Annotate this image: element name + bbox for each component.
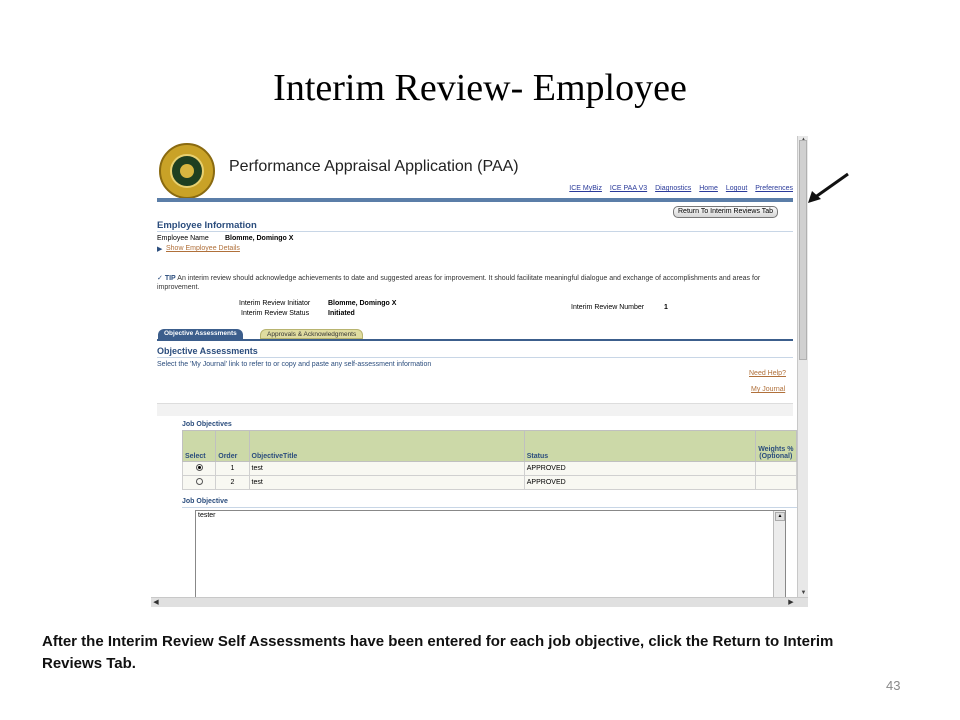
- link-ice-paa-v3[interactable]: ICE PAA V3: [609, 185, 648, 192]
- tab-objective-assessments[interactable]: Objective Assessments: [158, 329, 243, 339]
- col-weights: Weights % (Optional): [755, 431, 796, 462]
- job-objectives-table: [182, 430, 797, 490]
- table-row: [183, 462, 797, 476]
- select-radio[interactable]: [196, 464, 203, 471]
- job-objective-textarea[interactable]: [195, 510, 786, 600]
- employee-name-value: Blomme, Domingo X: [225, 235, 294, 242]
- spacer-band: [157, 403, 793, 416]
- row-order: 2: [216, 476, 249, 490]
- header-divider: [157, 198, 793, 202]
- app-screenshot: [151, 132, 808, 607]
- scroll-up-icon[interactable]: ▲: [775, 512, 785, 521]
- tip-label: TIP: [164, 275, 176, 282]
- pointer-arrow-icon: [806, 170, 852, 206]
- return-to-interim-reviews-button[interactable]: Return To Interim Reviews Tab: [673, 206, 778, 218]
- horizontal-scrollbar[interactable]: [151, 597, 808, 607]
- link-preferences[interactable]: Preferences: [755, 185, 793, 192]
- show-employee-details-link[interactable]: Show Employee Details: [166, 245, 240, 252]
- col-order: Order: [216, 431, 249, 462]
- checkmark-icon: ✓: [157, 275, 163, 282]
- review-number-value: 1: [664, 304, 668, 311]
- job-objectives-heading: Job Objectives: [182, 421, 232, 428]
- section-divider: [157, 357, 793, 358]
- national-guard-logo: [159, 143, 215, 199]
- global-links: [563, 185, 793, 192]
- need-help-link[interactable]: Need Help?: [749, 370, 786, 377]
- section-divider: [182, 507, 797, 508]
- col-select: Select: [183, 431, 216, 462]
- scroll-left-icon[interactable]: ◀: [153, 599, 159, 606]
- review-status-value: Initiated: [328, 310, 355, 317]
- page-number: 43: [886, 678, 901, 693]
- tab-approvals-acknowledgments[interactable]: Approvals & Acknowledgments: [260, 329, 363, 339]
- row-status: APPROVED: [524, 462, 755, 476]
- expand-triangle-icon[interactable]: ▶: [157, 246, 163, 253]
- logo-eagle-icon: [170, 154, 204, 188]
- row-title: test: [249, 476, 524, 490]
- employee-name-label: Employee Name: [157, 235, 209, 242]
- slide-title: Interim Review- Employee: [273, 67, 687, 109]
- link-ice-mybiz[interactable]: ICE MyBiz: [569, 185, 602, 192]
- job-objective-heading: Job Objective: [182, 498, 228, 505]
- initiator-value: Blomme, Domingo X: [328, 300, 397, 307]
- app-title: Performance Appraisal Application (PAA): [229, 158, 519, 175]
- scroll-down-icon[interactable]: ▼: [800, 590, 807, 596]
- section-divider: [157, 231, 793, 232]
- row-select-cell: [183, 462, 216, 476]
- select-radio[interactable]: [196, 478, 203, 485]
- my-journal-link[interactable]: My Journal: [751, 386, 786, 393]
- tab-underline: [157, 339, 793, 341]
- objective-assessments-heading: Objective Assessments: [157, 346, 258, 356]
- review-status-label: Interim Review Status: [241, 310, 310, 317]
- row-select-cell: [183, 476, 216, 490]
- row-weight: [755, 476, 796, 490]
- row-order: 1: [216, 462, 249, 476]
- review-number-label: Interim Review Number: [571, 304, 645, 311]
- tip-text: An interim review should acknowledge achievements to date and suggested areas for improvement. It should facilitate meaningful dialogue and exchange of accomplishments and areas for improvement.: [157, 275, 761, 291]
- row-status: APPROVED: [524, 476, 755, 490]
- scroll-right-icon[interactable]: ▶: [788, 599, 794, 606]
- slide-caption: After the Interim Review Self Assessments have been entered for each job objective, click the Return to Interim Reviews Tab.: [42, 633, 834, 672]
- employee-info-heading: Employee Information: [157, 220, 257, 231]
- link-diagnostics[interactable]: Diagnostics: [655, 185, 692, 192]
- journal-instruction: Select the 'My Journal' link to refer to or copy and paste any self-assessment information: [157, 361, 432, 368]
- initiator-label: Interim Review Initiator: [239, 300, 311, 307]
- col-objective-title: ObjectiveTitle: [249, 431, 524, 462]
- job-objective-text: tester: [198, 512, 216, 519]
- link-logout[interactable]: Logout: [725, 185, 748, 192]
- table-row: [183, 476, 797, 490]
- tip-box: [157, 274, 777, 292]
- col-status: Status: [524, 431, 755, 462]
- row-weight: [755, 462, 796, 476]
- row-title: test: [249, 462, 524, 476]
- link-home[interactable]: Home: [699, 185, 718, 192]
- textarea-scrollbar[interactable]: [773, 511, 785, 599]
